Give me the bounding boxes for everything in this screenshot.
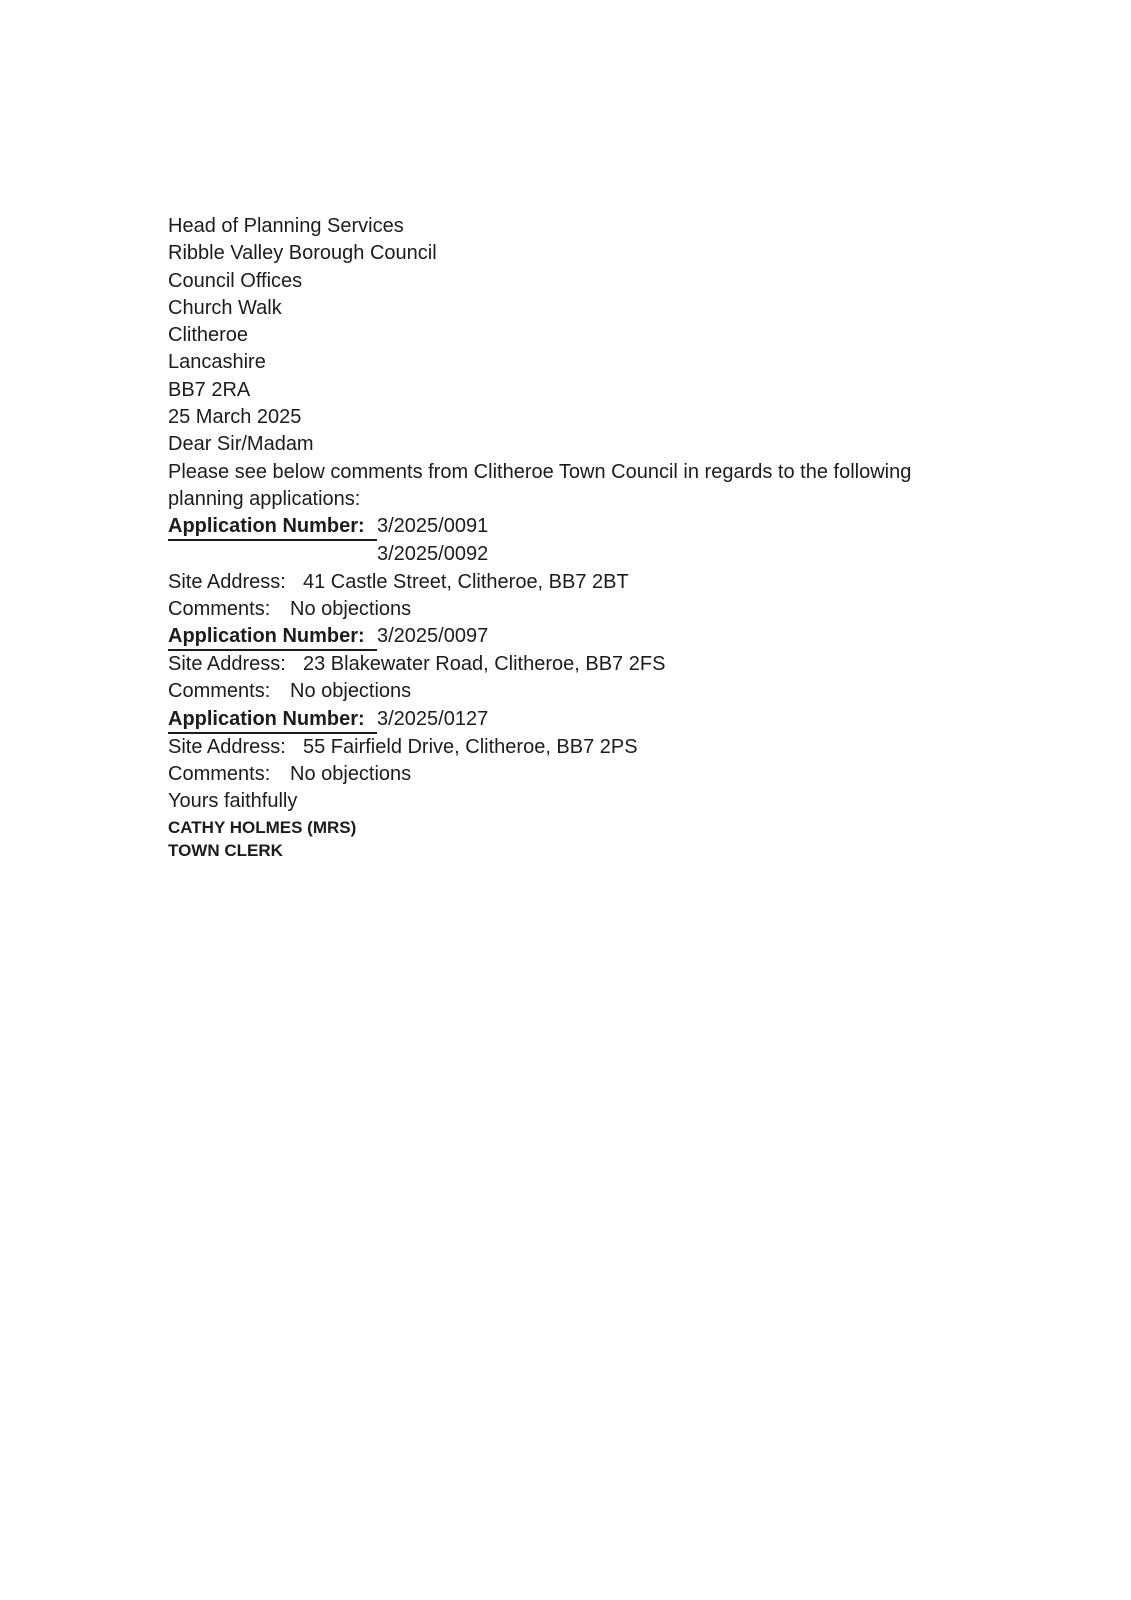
signature-title: TOWN CLERK [168, 841, 283, 861]
comments-row [168, 678, 968, 705]
site-address-label: Site Address: [168, 570, 286, 593]
application-block [168, 623, 968, 706]
application-block [168, 706, 968, 789]
salutation: Dear Sir/Madam [168, 433, 314, 456]
comments-label: Comments: [168, 763, 271, 786]
application-number-value: 3/2025/0091 [377, 515, 489, 538]
signature-block [168, 816, 968, 863]
recipient-address-line: Ribble Valley Borough Council [168, 242, 437, 265]
application-number-row [168, 623, 968, 651]
letter-content [168, 213, 968, 863]
comments-value: No objections [290, 763, 412, 786]
comments-value: No objections [290, 597, 412, 620]
application-number-value: 3/2025/0092 [377, 543, 489, 566]
comments-row [168, 761, 968, 788]
application-block [168, 513, 968, 623]
site-address-row [168, 734, 968, 761]
application-number-label: Application Number: [168, 707, 377, 734]
site-address-row [168, 651, 968, 678]
recipient-address-line: Church Walk [168, 296, 282, 319]
comments-row [168, 596, 968, 623]
application-number-label: Application Number: [168, 514, 377, 541]
comments-label: Comments: [168, 597, 271, 620]
application-number-value: 3/2025/0127 [377, 707, 489, 730]
recipient-address-line: Head of Planning Services [168, 215, 404, 237]
comments-value: No objections [290, 680, 412, 703]
application-number-row [168, 706, 968, 734]
site-address-label: Site Address: [168, 735, 286, 758]
site-address-row [168, 569, 968, 596]
letter-date: 25 March 2025 [168, 406, 302, 429]
recipient-address-block [168, 213, 968, 404]
closing: Yours faithfully [168, 790, 298, 813]
intro-paragraph: Please see below comments from Clitheroe Town Council in regards to the following planning applications: [168, 460, 912, 510]
signature-name: CATHY HOLMES (MRS) [168, 817, 357, 837]
application-number-value: 3/2025/0097 [377, 625, 489, 648]
site-address-value: 55 Fairfield Drive, Clitheroe, BB7 2PS [303, 735, 638, 758]
site-address-label: Site Address: [168, 653, 286, 676]
recipient-address-line: BB7 2RA [168, 378, 251, 401]
comments-label: Comments: [168, 680, 271, 703]
application-number-label: Application Number: [168, 624, 377, 651]
site-address-value: 41 Castle Street, Clitheroe, BB7 2BT [303, 570, 629, 593]
recipient-address-line: Clitheroe [168, 324, 249, 347]
application-number-row [168, 541, 968, 568]
site-address-value: 23 Blakewater Road, Clitheroe, BB7 2FS [303, 653, 666, 676]
recipient-address-line: Council Offices [168, 269, 303, 292]
recipient-address-line: Lancashire [168, 351, 266, 374]
application-number-row [168, 513, 968, 541]
